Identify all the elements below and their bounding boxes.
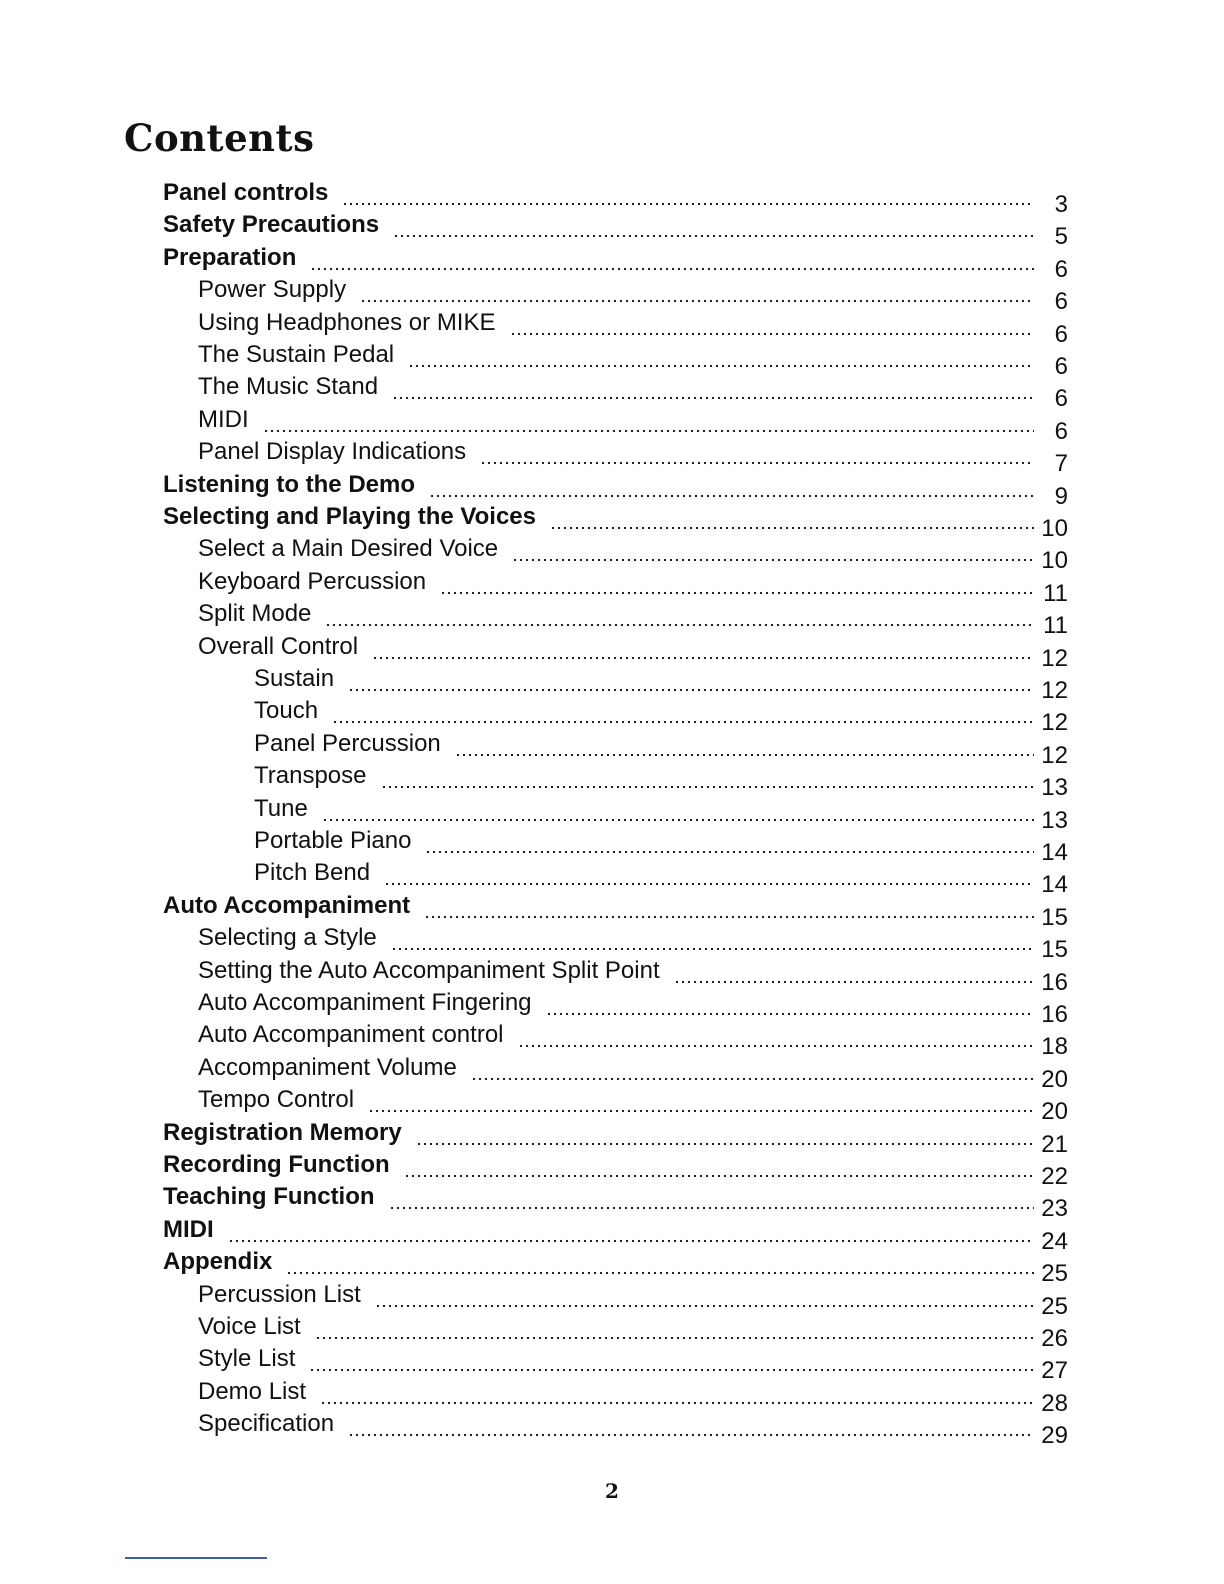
dot-leader — [391, 946, 1034, 952]
toc-entry[interactable] — [198, 308, 1068, 348]
toc-entry-page: 27 — [1041, 1357, 1068, 1385]
toc-entry-page: 14 — [1041, 839, 1068, 866]
toc-entry[interactable] — [198, 1410, 1068, 1450]
toc-entry-label: Panel Display Indications — [198, 438, 467, 466]
toc-entry[interactable] — [198, 1345, 1068, 1385]
dot-leader — [404, 1173, 1034, 1179]
toc-entry-label: Preparation — [163, 243, 297, 271]
toc-entry-page: 10 — [1041, 515, 1068, 542]
toc-entry-page: 18 — [1041, 1033, 1068, 1061]
toc-entry-page: 16 — [1041, 968, 1068, 996]
toc-entry[interactable] — [198, 438, 1068, 478]
toc-entry[interactable] — [163, 1215, 1068, 1255]
toc-entry-label: Power Supply — [198, 276, 347, 304]
toc-entry[interactable] — [198, 1086, 1068, 1126]
toc-entry-label: Keyboard Percussion — [198, 567, 427, 595]
dot-leader — [389, 1205, 1034, 1211]
toc-entry[interactable] — [254, 827, 1068, 866]
toc-entry[interactable] — [254, 859, 1068, 899]
toc-entry[interactable] — [198, 924, 1068, 964]
toc-entry-label: Transpose — [254, 762, 367, 790]
toc-entry-page: 14 — [1041, 871, 1068, 899]
toc-entry-label: Appendix — [163, 1248, 273, 1276]
toc-entry-label: Auto Accompaniment — [163, 891, 411, 919]
toc-entry-label: Sustain — [254, 665, 335, 692]
toc-entry-label: Recording Function — [163, 1151, 390, 1178]
dot-leader — [286, 1270, 1034, 1276]
toc-entry-label: Accompaniment Volume — [198, 1053, 457, 1081]
dot-leader — [348, 1432, 1034, 1438]
dot-leader — [368, 1108, 1034, 1114]
toc-entry-page: 12 — [1041, 709, 1068, 737]
dot-leader — [322, 817, 1034, 823]
toc-entry-label: Setting the Auto Accompaniment Split Point — [198, 956, 660, 984]
toc-entry[interactable] — [254, 665, 1068, 704]
dot-leader — [550, 525, 1034, 531]
dot-leader — [360, 298, 1034, 304]
dot-leader — [425, 849, 1034, 855]
dot-leader — [424, 914, 1034, 920]
dot-leader — [332, 719, 1034, 725]
toc-entry[interactable] — [163, 503, 1068, 542]
dot-leader — [674, 979, 1034, 985]
dot-leader — [392, 395, 1034, 401]
toc-entry-page: 12 — [1041, 677, 1068, 704]
toc-entry-page: 12 — [1041, 741, 1068, 769]
toc-entry-label: Overall Control — [198, 632, 359, 660]
toc-entry[interactable] — [198, 1313, 1068, 1352]
toc-entry-page: 7 — [1054, 450, 1068, 478]
toc-entry-page: 6 — [1054, 385, 1068, 413]
toc-entry-page: 6 — [1054, 353, 1068, 380]
toc-entry[interactable] — [198, 1053, 1068, 1093]
toc-entry-page: 21 — [1041, 1130, 1068, 1158]
toc-entry-page: 16 — [1041, 1001, 1068, 1028]
toc-entry-page: 20 — [1041, 1098, 1068, 1126]
toc-entry-page: 15 — [1041, 903, 1068, 931]
dot-leader — [309, 1367, 1034, 1373]
toc-entry-label: Registration Memory — [163, 1118, 402, 1146]
toc-entry-page: 25 — [1041, 1260, 1068, 1288]
toc-entry[interactable] — [254, 794, 1068, 834]
toc-entry-page: 12 — [1041, 644, 1068, 672]
toc-entry-page: 11 — [1043, 579, 1068, 607]
toc-entry-label: MIDI — [198, 405, 249, 433]
toc-entry[interactable] — [163, 891, 1068, 931]
toc-entry[interactable] — [198, 1280, 1068, 1320]
dot-leader — [546, 1011, 1034, 1017]
dot-leader — [429, 493, 1034, 499]
dot-leader — [310, 266, 1034, 272]
toc-entry-label: Safety Precautions — [163, 211, 380, 239]
dot-leader — [480, 460, 1034, 466]
toc-entry-page: 29 — [1041, 1422, 1068, 1450]
footer-rule — [125, 1557, 267, 1559]
toc-entry[interactable] — [198, 373, 1068, 413]
toc-entry[interactable] — [198, 989, 1068, 1028]
toc-entry-label: Portable Piano — [254, 827, 412, 854]
toc-entry-label: Auto Accompaniment control — [198, 1021, 504, 1049]
toc-entry-label: Tune — [254, 794, 308, 822]
dot-leader — [348, 687, 1034, 693]
dot-leader — [455, 752, 1034, 758]
toc-entry-label: Selecting and Playing the Voices — [163, 503, 536, 530]
toc-entry[interactable] — [163, 470, 1068, 510]
toc-entry-page: 6 — [1054, 288, 1068, 316]
toc-entry-label: Voice List — [198, 1313, 301, 1340]
toc-entry-page: 13 — [1041, 774, 1068, 802]
toc-entry[interactable] — [163, 211, 1068, 251]
toc-entry-label: Selecting a Style — [198, 924, 377, 952]
toc-entry-page: 15 — [1041, 936, 1068, 964]
toc-entry[interactable] — [198, 632, 1068, 672]
dot-leader — [325, 622, 1034, 628]
page-title: Contents — [124, 116, 315, 160]
dot-leader — [408, 363, 1034, 369]
dot-leader — [315, 1335, 1034, 1341]
toc-entry-label: Panel controls — [163, 179, 329, 206]
toc-entry[interactable] — [163, 1118, 1068, 1158]
toc-entry-label: Touch — [254, 697, 319, 725]
dot-leader — [440, 590, 1034, 596]
toc-entry-page: 6 — [1054, 417, 1068, 445]
toc-entry-label: Demo List — [198, 1377, 307, 1405]
toc-entry-label: Style List — [198, 1345, 296, 1373]
dot-leader — [228, 1238, 1034, 1244]
toc-entry-label: Pitch Bend — [254, 859, 371, 887]
toc-entry-page: 6 — [1054, 255, 1068, 283]
dot-leader — [342, 201, 1034, 207]
toc-entry[interactable] — [163, 179, 1068, 218]
toc-entry-page: 25 — [1041, 1292, 1068, 1320]
dot-leader — [510, 331, 1035, 337]
toc-entry-page: 22 — [1041, 1163, 1068, 1190]
toc-entry[interactable] — [198, 535, 1068, 575]
toc-entry-label: Panel Percussion — [254, 729, 441, 757]
toc-entry-label: Split Mode — [198, 600, 312, 628]
dot-leader — [320, 1400, 1034, 1406]
toc-entry-page: 5 — [1054, 223, 1068, 251]
dot-leader — [372, 655, 1034, 661]
dot-leader — [518, 1043, 1035, 1049]
toc-entry[interactable] — [198, 956, 1068, 996]
dot-leader — [471, 1076, 1034, 1082]
toc-entry[interactable] — [198, 1377, 1068, 1417]
dot-leader — [416, 1141, 1034, 1147]
toc-entry-page: 11 — [1043, 612, 1068, 640]
dot-leader — [512, 557, 1034, 563]
dot-leader — [263, 428, 1034, 434]
toc-entry-page: 28 — [1041, 1389, 1068, 1417]
toc-entry-page: 9 — [1054, 482, 1068, 510]
toc-entry[interactable] — [198, 276, 1068, 316]
toc-entry[interactable] — [254, 762, 1068, 802]
toc-entry-label: Using Headphones or MIKE — [198, 308, 496, 336]
toc-entry-label: Tempo Control — [198, 1086, 355, 1114]
page-number: 2 — [605, 1479, 619, 1503]
toc-entry-page: 10 — [1041, 547, 1068, 575]
toc-entry[interactable] — [254, 729, 1068, 769]
toc-entry-page: 3 — [1054, 191, 1068, 218]
toc-entry-page: 6 — [1054, 320, 1068, 348]
toc-entry-page: 24 — [1041, 1227, 1068, 1255]
toc-entry[interactable] — [163, 1151, 1068, 1190]
toc-entry[interactable] — [254, 697, 1068, 737]
toc-entry-page: 26 — [1041, 1325, 1068, 1352]
toc-entry-page: 20 — [1041, 1065, 1068, 1093]
toc-entry[interactable] — [198, 1021, 1068, 1061]
toc-entry-label: Auto Accompaniment Fingering — [198, 989, 532, 1016]
toc-entry[interactable] — [198, 567, 1068, 607]
toc-entry-label: Select a Main Desired Voice — [198, 535, 499, 563]
toc-entry-label: The Sustain Pedal — [198, 341, 395, 368]
toc-entry-label: Listening to the Demo — [163, 470, 415, 498]
toc-entry-label: MIDI — [163, 1215, 214, 1243]
dot-leader — [384, 881, 1034, 887]
toc-entry[interactable] — [163, 1183, 1068, 1223]
dot-leader — [381, 784, 1035, 790]
toc-entry-label: Teaching Function — [163, 1183, 375, 1211]
toc-entry[interactable] — [163, 243, 1068, 283]
toc-entry-page: 13 — [1041, 806, 1068, 834]
dot-leader — [393, 233, 1034, 239]
toc-entry[interactable] — [163, 1248, 1068, 1288]
dot-leader — [375, 1303, 1034, 1309]
toc-entry-label: Specification — [198, 1410, 335, 1438]
toc-entry[interactable] — [198, 600, 1068, 640]
toc-entry[interactable] — [198, 341, 1068, 380]
toc-entry-label: The Music Stand — [198, 373, 379, 401]
toc-entry-label: Percussion List — [198, 1280, 361, 1308]
toc-entry[interactable] — [198, 405, 1068, 445]
toc-entry-page: 23 — [1041, 1195, 1068, 1223]
